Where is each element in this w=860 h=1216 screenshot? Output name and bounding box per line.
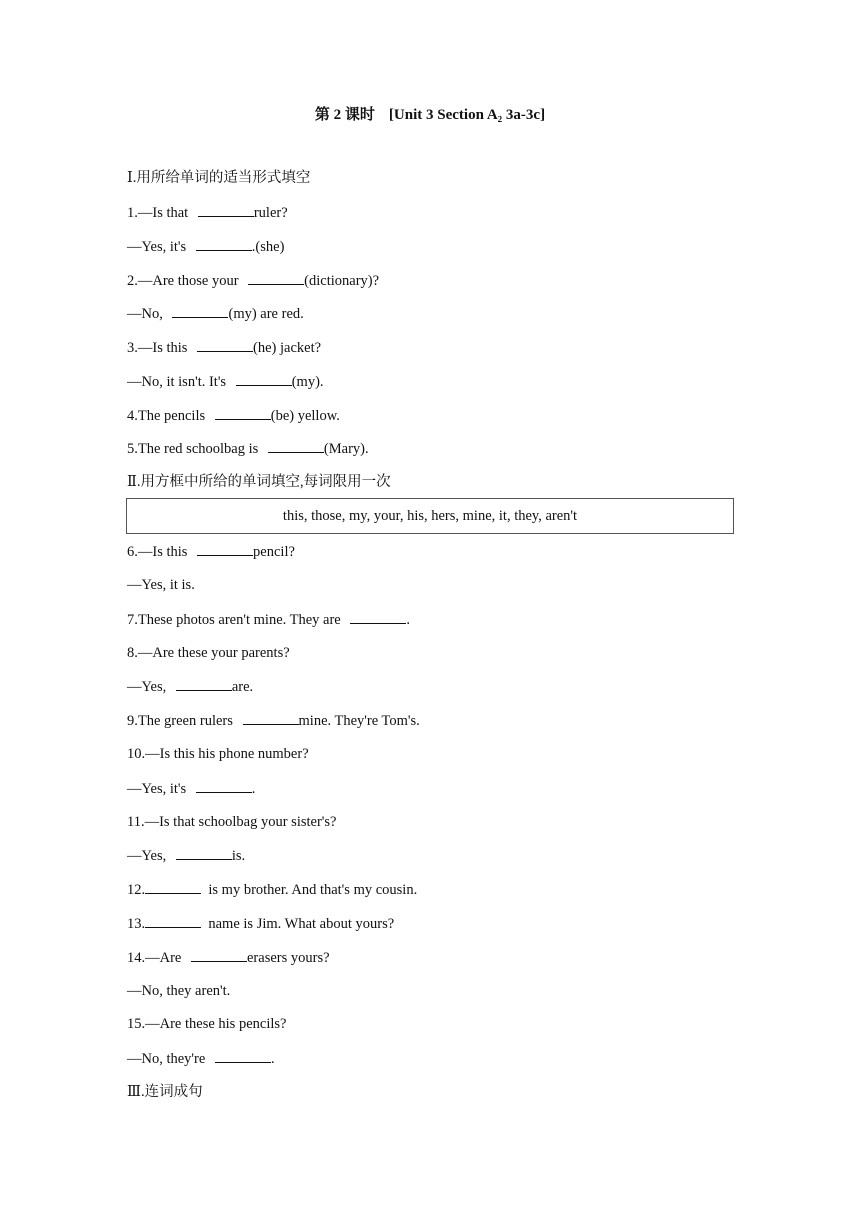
section-1-heading: Ⅰ.用所给单词的适当形式填空 bbox=[127, 170, 311, 186]
page-title bbox=[0, 104, 860, 126]
section-2-heading: Ⅱ.用方框中所给的单词填空,每词限用一次 bbox=[127, 474, 391, 490]
question-line: —No, they're . bbox=[127, 1048, 275, 1069]
answer-blank[interactable] bbox=[350, 609, 406, 624]
answer-blank[interactable] bbox=[197, 337, 253, 352]
answer-blank[interactable] bbox=[172, 303, 228, 318]
answer-blank[interactable] bbox=[196, 236, 252, 251]
answer-blank[interactable] bbox=[198, 202, 254, 217]
word-bank-box: this, those, my, your, his, hers, mine, it, they, aren't bbox=[126, 498, 734, 534]
question-line: —Yes, it is. bbox=[127, 577, 195, 593]
answer-blank[interactable] bbox=[191, 947, 247, 962]
answer-blank[interactable] bbox=[176, 676, 232, 691]
question-line: —Yes, are. bbox=[127, 676, 253, 697]
question-line: 15.—Are these his pencils? bbox=[127, 1016, 287, 1032]
answer-blank[interactable] bbox=[197, 541, 253, 556]
question-line: 11.—Is that schoolbag your sister's? bbox=[127, 814, 337, 830]
question-line: 7.These photos aren't mine. They are . bbox=[127, 609, 410, 630]
answer-blank[interactable] bbox=[248, 270, 304, 285]
section-3-heading: Ⅲ.连词成句 bbox=[127, 1084, 203, 1100]
answer-blank[interactable] bbox=[215, 405, 271, 420]
question-line: 5.The red schoolbag is (Mary). bbox=[127, 438, 369, 459]
answer-blank[interactable] bbox=[145, 879, 201, 894]
answer-blank[interactable] bbox=[215, 1048, 271, 1063]
answer-blank[interactable] bbox=[176, 845, 232, 860]
question-line: 2.—Are those your (dictionary)? bbox=[127, 270, 379, 291]
answer-blank[interactable] bbox=[268, 438, 324, 453]
question-line: —Yes, is. bbox=[127, 845, 245, 866]
answer-blank[interactable] bbox=[243, 710, 299, 725]
question-line: —No, it isn't. It's (my). bbox=[127, 371, 324, 392]
question-line: —No, they aren't. bbox=[127, 983, 231, 999]
answer-blank[interactable] bbox=[236, 371, 292, 386]
answer-blank[interactable] bbox=[196, 778, 252, 793]
question-line: 12. is my brother. And that's my cousin. bbox=[127, 879, 417, 900]
question-line: 10.—Is this his phone number? bbox=[127, 746, 309, 762]
question-line: 9.The green rulers mine. They're Tom's. bbox=[127, 710, 420, 731]
question-line: —No, (my) are red. bbox=[127, 303, 304, 324]
question-line: —Yes, it's .(she) bbox=[127, 236, 284, 257]
question-line: —Yes, it's . bbox=[127, 778, 255, 799]
lesson-label: 第 2 课时 bbox=[314, 107, 375, 123]
answer-blank[interactable] bbox=[145, 913, 201, 928]
question-line: 14.—Are erasers yours? bbox=[127, 947, 330, 968]
question-line: 1.—Is that ruler? bbox=[127, 202, 288, 223]
question-line: 4.The pencils (be) yellow. bbox=[127, 405, 340, 426]
question-line: 6.—Is this pencil? bbox=[127, 541, 295, 562]
question-line: 3.—Is this (he) jacket? bbox=[127, 337, 321, 358]
unit-label: [Unit 3 Section A₂ 3a-3c] bbox=[388, 107, 546, 123]
question-line: 8.—Are these your parents? bbox=[127, 645, 290, 661]
question-line: 13. name is Jim. What about yours? bbox=[127, 913, 394, 934]
